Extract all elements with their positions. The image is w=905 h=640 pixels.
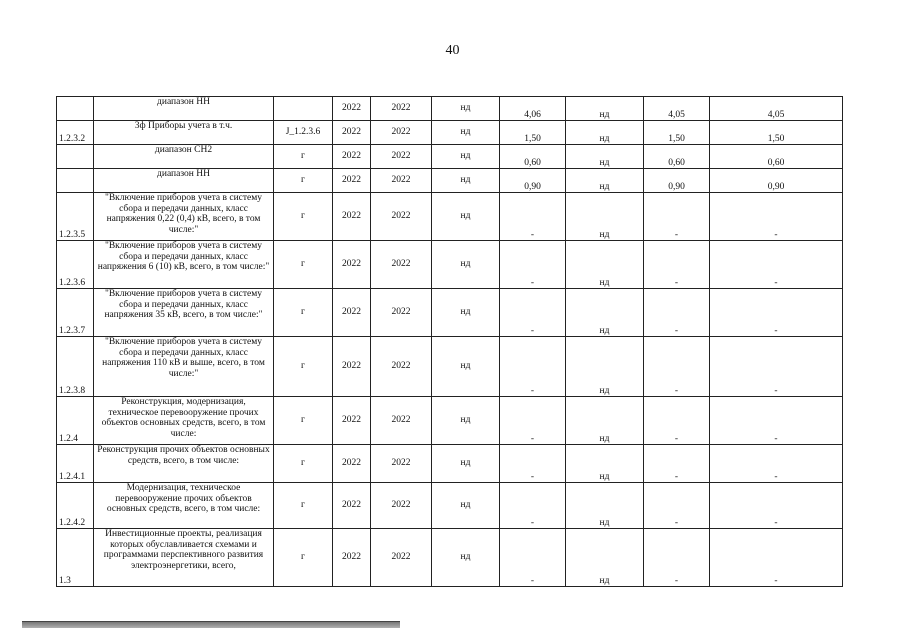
table-row xyxy=(57,397,843,445)
row-code: г xyxy=(274,397,333,445)
row-unit-2: нд xyxy=(566,289,644,337)
row-value-2: - xyxy=(644,241,710,289)
row-name: диапазон СН2 xyxy=(94,145,274,169)
row-name: Реконструкция, модернизация, техническое перевооружение прочих объектов основных средств, всего, в том числе: xyxy=(94,397,274,445)
row-value-2: 0,90 xyxy=(644,169,710,193)
row-code: г xyxy=(274,483,333,529)
row-code: г xyxy=(274,169,333,193)
row-unit-2: нд xyxy=(566,483,644,529)
row-year-start: 2022 xyxy=(333,169,371,193)
row-unit-1: нд xyxy=(432,289,500,337)
row-code: г xyxy=(274,337,333,397)
row-unit-2: нд xyxy=(566,169,644,193)
row-value-3: 4,05 xyxy=(710,97,843,121)
row-value-3: - xyxy=(710,289,843,337)
row-year-start: 2022 xyxy=(333,289,371,337)
row-unit-2: нд xyxy=(566,241,644,289)
row-value-3: - xyxy=(710,337,843,397)
row-unit-1: нд xyxy=(432,169,500,193)
row-number: 1.2.4.1 xyxy=(57,445,94,483)
row-year-end: 2022 xyxy=(371,169,432,193)
row-number xyxy=(57,145,94,169)
row-unit-1: нд xyxy=(432,397,500,445)
row-year-end: 2022 xyxy=(371,337,432,397)
row-name: "Включение приборов учета в систему сбора и передачи данных, класс напряжения 6 (10) кВ, всего, в том числе:" xyxy=(94,241,274,289)
row-value-1: - xyxy=(500,241,566,289)
row-unit-1: нд xyxy=(432,193,500,241)
row-value-2: - xyxy=(644,289,710,337)
table-row xyxy=(57,169,843,193)
row-number xyxy=(57,97,94,121)
table-row xyxy=(57,193,843,241)
row-value-3: - xyxy=(710,193,843,241)
table-row xyxy=(57,289,843,337)
table-body xyxy=(57,97,843,587)
row-value-1: - xyxy=(500,337,566,397)
row-year-end: 2022 xyxy=(371,529,432,587)
row-unit-1: нд xyxy=(432,445,500,483)
row-value-2: 4,05 xyxy=(644,97,710,121)
row-number: 1.2.4.2 xyxy=(57,483,94,529)
row-year-end: 2022 xyxy=(371,483,432,529)
row-value-3: 1,50 xyxy=(710,121,843,145)
row-number: 1.3 xyxy=(57,529,94,587)
row-value-1: 4,06 xyxy=(500,97,566,121)
table-row xyxy=(57,241,843,289)
row-value-3: - xyxy=(710,483,843,529)
row-value-3: - xyxy=(710,445,843,483)
row-unit-1: нд xyxy=(432,337,500,397)
row-value-1: - xyxy=(500,397,566,445)
row-year-end: 2022 xyxy=(371,445,432,483)
row-code: г xyxy=(274,145,333,169)
row-unit-2: нд xyxy=(566,529,644,587)
row-year-start: 2022 xyxy=(333,193,371,241)
row-value-1: 0,60 xyxy=(500,145,566,169)
row-year-start: 2022 xyxy=(333,121,371,145)
row-year-start: 2022 xyxy=(333,529,371,587)
row-unit-2: нд xyxy=(566,193,644,241)
row-unit-1: нд xyxy=(432,483,500,529)
table-row xyxy=(57,529,843,587)
row-value-2: - xyxy=(644,445,710,483)
row-code: г xyxy=(274,193,333,241)
row-value-1: - xyxy=(500,529,566,587)
row-name: 3ф Приборы учета в т.ч. xyxy=(94,121,274,145)
table-row xyxy=(57,337,843,397)
row-name: "Включение приборов учета в систему сбора и передачи данных, класс напряжения 110 кВ и выше, всего, в том числе:" xyxy=(94,337,274,397)
row-unit-2: нд xyxy=(566,397,644,445)
row-year-start: 2022 xyxy=(333,97,371,121)
row-value-2: - xyxy=(644,193,710,241)
table-row xyxy=(57,483,843,529)
scan-edge-bar xyxy=(22,622,400,628)
row-value-2: - xyxy=(644,529,710,587)
row-name: Реконструкция прочих объектов основных средств, всего, в том числе: xyxy=(94,445,274,483)
row-value-1: 1,50 xyxy=(500,121,566,145)
row-unit-1: нд xyxy=(432,241,500,289)
row-year-end: 2022 xyxy=(371,241,432,289)
row-value-2: - xyxy=(644,397,710,445)
row-number: 1.2.3.2 xyxy=(57,121,94,145)
row-number: 1.2.4 xyxy=(57,397,94,445)
investment-table xyxy=(56,96,843,587)
row-year-end: 2022 xyxy=(371,397,432,445)
row-year-start: 2022 xyxy=(333,145,371,169)
row-name: Инвестиционные проекты, реализация которых обуславливается схемами и программами перспективного развития электроэнергетики, всего, xyxy=(94,529,274,587)
row-name: диапазон НН xyxy=(94,97,274,121)
row-year-end: 2022 xyxy=(371,145,432,169)
table-row xyxy=(57,145,843,169)
row-unit-2: нд xyxy=(566,145,644,169)
row-year-end: 2022 xyxy=(371,289,432,337)
row-unit-1: нд xyxy=(432,145,500,169)
row-code: г xyxy=(274,445,333,483)
row-value-1: - xyxy=(500,445,566,483)
row-value-2: 1,50 xyxy=(644,121,710,145)
row-code: г xyxy=(274,289,333,337)
row-unit-1: нд xyxy=(432,529,500,587)
row-year-start: 2022 xyxy=(333,445,371,483)
row-year-start: 2022 xyxy=(333,397,371,445)
row-value-3: - xyxy=(710,529,843,587)
row-code: г xyxy=(274,241,333,289)
row-value-1: - xyxy=(500,193,566,241)
row-number xyxy=(57,169,94,193)
row-code xyxy=(274,97,333,121)
row-value-3: - xyxy=(710,397,843,445)
row-unit-2: нд xyxy=(566,97,644,121)
row-unit-2: нд xyxy=(566,337,644,397)
table-row xyxy=(57,445,843,483)
row-number: 1.2.3.8 xyxy=(57,337,94,397)
row-name: Модернизация, техническое перевооружение прочих объектов основных средств, всего, в том числе: xyxy=(94,483,274,529)
row-number: 1.2.3.6 xyxy=(57,241,94,289)
row-value-2: 0,60 xyxy=(644,145,710,169)
row-unit-1: нд xyxy=(432,97,500,121)
row-value-3: 0,90 xyxy=(710,169,843,193)
row-year-end: 2022 xyxy=(371,193,432,241)
row-name: "Включение приборов учета в систему сбора и передачи данных, класс напряжения 35 кВ, всего, в том числе:" xyxy=(94,289,274,337)
row-value-1: - xyxy=(500,483,566,529)
row-value-2: - xyxy=(644,337,710,397)
row-name: диапазон НН xyxy=(94,169,274,193)
row-value-1: 0,90 xyxy=(500,169,566,193)
row-name: "Включение приборов учета в систему сбора и передачи данных, класс напряжения 0,22 (0,4) кВ, всего, в том числе:" xyxy=(94,193,274,241)
row-number: 1.2.3.5 xyxy=(57,193,94,241)
row-year-start: 2022 xyxy=(333,337,371,397)
row-year-end: 2022 xyxy=(371,121,432,145)
row-value-2: - xyxy=(644,483,710,529)
table-row xyxy=(57,97,843,121)
row-year-end: 2022 xyxy=(371,97,432,121)
row-code: J_1.2.3.6 xyxy=(274,121,333,145)
row-unit-2: нд xyxy=(566,121,644,145)
page-number: 40 xyxy=(445,43,460,58)
row-year-start: 2022 xyxy=(333,241,371,289)
row-year-start: 2022 xyxy=(333,483,371,529)
row-value-3: - xyxy=(710,241,843,289)
row-unit-1: нд xyxy=(432,121,500,145)
row-value-3: 0,60 xyxy=(710,145,843,169)
row-code: г xyxy=(274,529,333,587)
row-value-1: - xyxy=(500,289,566,337)
row-number: 1.2.3.7 xyxy=(57,289,94,337)
table-row xyxy=(57,121,843,145)
row-unit-2: нд xyxy=(566,445,644,483)
